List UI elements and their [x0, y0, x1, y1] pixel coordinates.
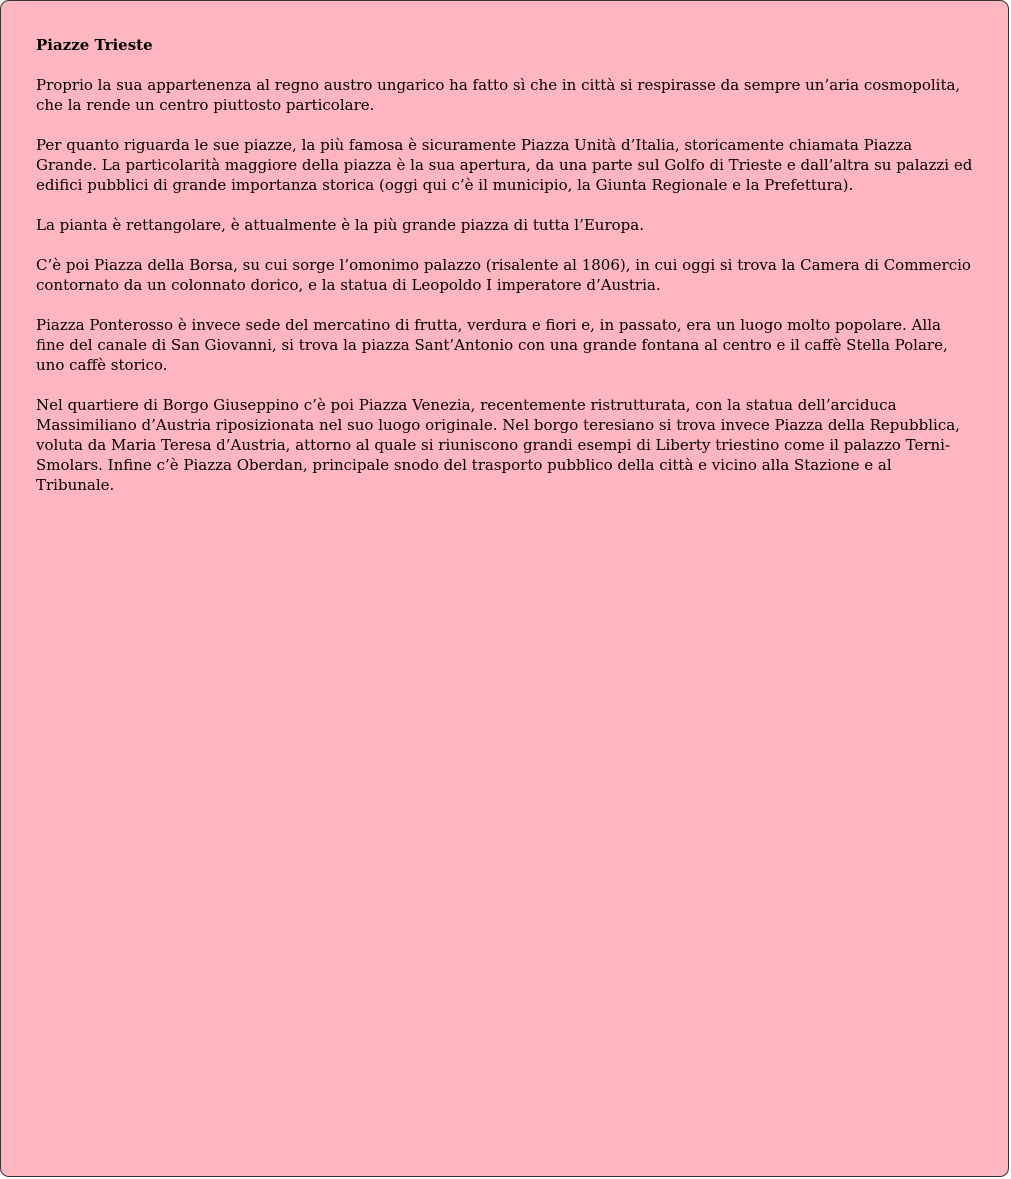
- paragraph-piazza-venezia: Nel quartiere di Borgo Giuseppino c’è poi Piazza Venezia, recentemente ristrutturata, con la statua dell’arciduca Massimiliano d’Austria riposizionata nel suo luogo originale. Nel borgo teresiano si trova invece Piazza della Repubblica, voluta da Maria Teresa d’Austria, attorno al quale si riuniscono grandi esempi di Liberty triestino come il palazzo Terni-Smolars. Infine c’è Piazza Oberdan, principale snodo del trasporto pubblico della città e vicino alla Stazione e al Tribunale.: [36, 396, 960, 494]
- paragraph-piazza-ponterosso: Piazza Ponterosso è invece sede del mercatino di frutta, verdura e fiori e, in passato, era un luogo molto popolare. Alla fine del canale di San Giovanni, si trova la piazza Sant’Antonio con una grande fontana al centro e il caffè Stella Polare, uno caffè storico.: [36, 316, 948, 374]
- paragraph-piazza-unita: Per quanto riguarda le sue piazze, la più famosa è sicuramente Piazza Unità d’Italia, storicamente chiamata Piazza Grande. La particolarità maggiore della piazza è la sua apertura, da una parte sul Golfo di Trieste e dall’altra su palazzi ed edifici pubblici di grande importanza storica (oggi qui c’è il municipio, la Giunta Regionale e la Prefettura).: [36, 136, 973, 194]
- paragraph-pianta: La pianta è rettangolare, è attualmente è la più grande piazza di tutta l’Europa.: [36, 216, 644, 234]
- paragraph-piazza-borsa: C’è poi Piazza della Borsa, su cui sorge l’omonimo palazzo (risalente al 1806), in cui oggi si trova la Camera di Commercio contornato da un colonnato dorico, e la statua di Leopoldo I imperatore d’Austria.: [36, 256, 971, 294]
- article-title: Piazze Trieste: [36, 36, 153, 54]
- paragraph-intro: Proprio la sua appartenenza al regno austro ungarico ha fatto sì che in città si respirasse da sempre un’aria cosmopolita, che la rende un centro piuttosto particolare.: [36, 76, 961, 114]
